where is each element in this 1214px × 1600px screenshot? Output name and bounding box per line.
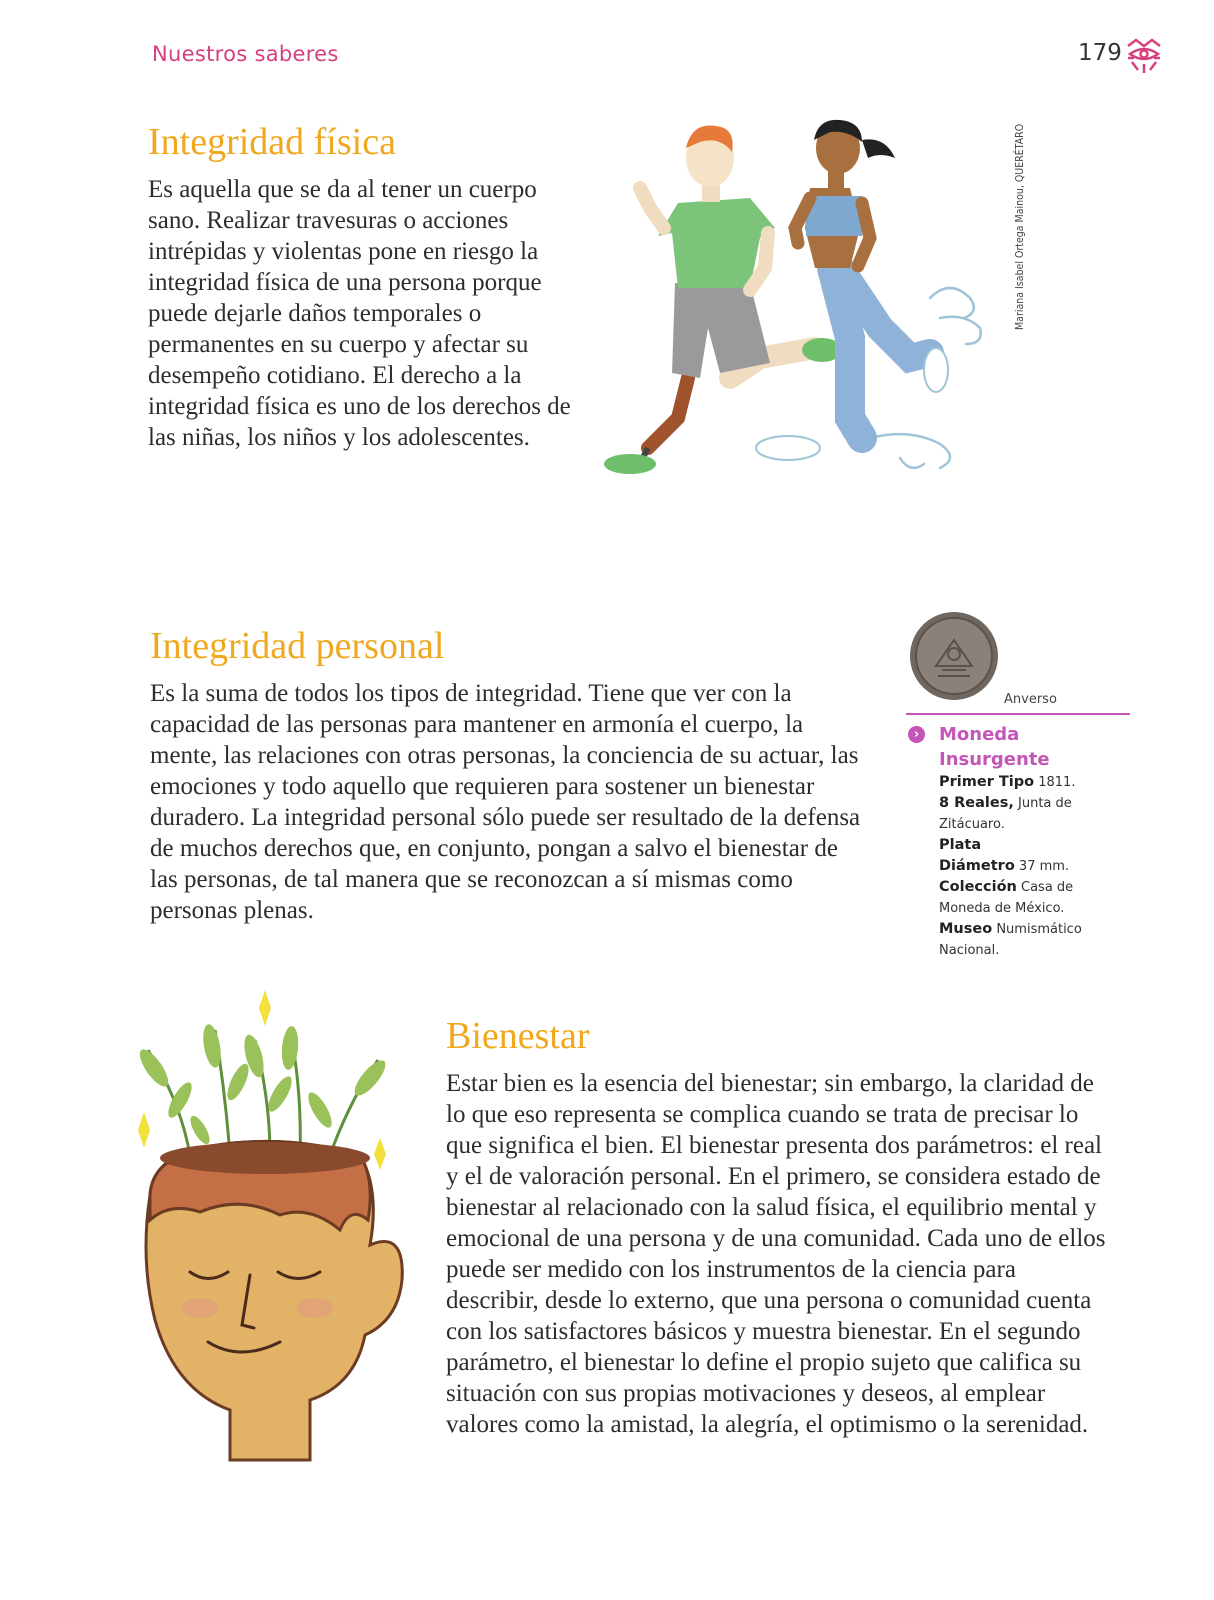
coin-reales [939,793,1130,814]
coin-material-value: Plata [939,837,982,853]
coin-museo-value: Numismático [996,922,1082,937]
coin-coleccion-value: Casa de [1021,880,1074,895]
coin-museo-cont: Nacional. [939,943,1000,958]
coin-diametro-label: Diámetro [939,858,1015,874]
coin-diametro [939,856,1130,877]
coin-tipo-value: 1811. [1038,775,1076,790]
ornament-icon [1124,36,1164,76]
section-title: Integridad física [148,121,396,163]
divider [906,713,1130,715]
coin-reales-cont: Zitácuaro. [939,817,1005,832]
coin-image [908,610,1000,702]
coin-diametro-value: 37 mm. [1018,859,1070,874]
coin-reales-label: 8 Reales, [939,795,1014,811]
section-body: Es la suma de todos los tipos de integridad. Tiene que ver con la capacidad de las personas para mantener en armonía el cuerpo, la mente, las relaciones con otras personas, la conciencia de su actuar, las emociones y todo aquello que requieren para sostener un bienestar duradero. La integridad personal sólo puede ser resultado de la defensa de muchos derechos que, en conjunto, pongan a salvo el bienestar de las personas, de tal manera que se reconozcan a sí mismas como personas plenas. [150,679,861,924]
illustration-credit: Mariana Isabel Ortega Mainou, QUERÉTARO [1014,124,1026,331]
coin-coleccion-label: Colección [939,879,1017,895]
arrow-right-icon: › [908,726,925,743]
page-number: 179 [1078,40,1122,66]
coin-details [906,722,1130,961]
section-integridad-personal [150,626,870,926]
runners-illustration [600,118,1000,498]
section-body: Estar bien es la esencia del bienestar; sin embargo, la claridad de lo que eso representa se complica cuando se trata de precisar lo que significa el bien. El bienestar presenta dos parámetros: el real y el de valoración personal. En el primero, se considera estado de bienestar al relacionado con la salud física, el equilibrio mental y emocional de una persona y de una comunidad. Cada uno de ellos puede ser medido con los instrumentos de la ciencia para describir, desde lo externo, que una persona o comunidad cuenta con los satisfactores básicos y muestra bienestar. En el segundo parámetro, el bienestar lo define el propio sujeto que califica su situación con sus propias motivaciones y deseos, al emplear valores como la amistad, la alegría, el optimismo o la serenidad. [446,1069,1106,1438]
coin-museo-label: Museo [939,921,993,937]
coin-title-line1: Moneda [939,724,1020,745]
plant-head-illustration [130,990,420,1480]
coin-title-line2: Insurgente [939,749,1050,770]
coin-coleccion-cont: Moneda de México. [939,901,1065,916]
section-title: Bienestar [446,1015,590,1057]
coin-side-label: Anverso [1004,692,1057,707]
section-title: Integridad personal [150,625,445,667]
section-bienestar [446,1016,1106,1440]
coin-tipo-label: Primer Tipo [939,774,1035,790]
section-integridad-fisica [148,122,588,453]
coin-coleccion [939,877,1130,898]
header-title: Nuestros saberes [152,42,339,66]
coin-museo [939,919,1130,940]
section-body: Es aquella que se da al tener un cuerpo sano. Realizar travesuras o acciones intrépidas y violentas pone en riesgo la integridad física de una persona porque puede dejarle daños temporales o permanentes en su cuerpo y afectar su desempeño cotidiano. El derecho a la integridad física es uno de los derechos de las niñas, los niños y los adolescentes. [148,175,571,451]
coin-tipo [939,772,1130,793]
coin-material [939,835,1130,856]
coin-reales-value: Junta de [1018,796,1072,811]
